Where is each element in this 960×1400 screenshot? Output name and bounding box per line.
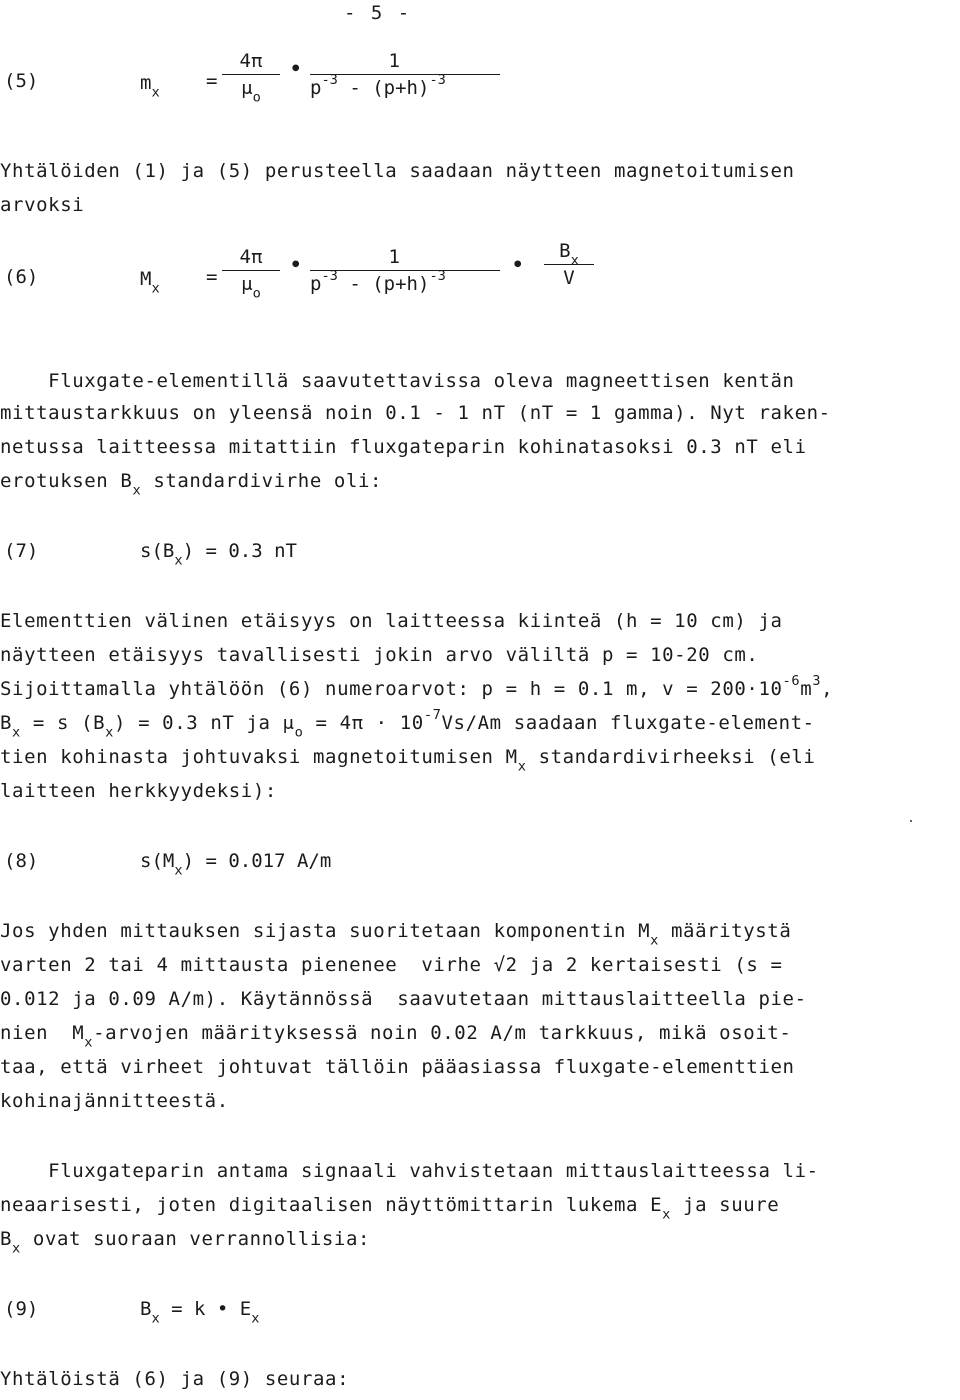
exponent: -3 [321,71,338,88]
text-run: -arvojen määrityksessä noin 0.02 A/m tarkkuus, mikä osoit- [93,1022,792,1044]
text-run: = s (B [20,712,106,734]
fraction-denominator [222,271,280,302]
subscript: x [517,758,527,775]
equals-sign: = [206,266,218,288]
subscript: x [84,1034,94,1051]
lhs-symbol: m [140,72,152,94]
text-run: määritystä [658,920,792,942]
text-run: B [0,1228,13,1250]
lhs-symbol: M [140,268,152,290]
text-run: neaarisesti, joten digitaalisen näyttömittarin lukema E [0,1194,663,1216]
exponent: -6 [782,672,801,689]
paragraph-line: varten 2 tai 4 mittausta pienenee virhe √2 ja 2 kertaisesti (s = [0,954,783,976]
p-plus-h: - (p+h) [337,273,430,295]
subscript: x [174,552,183,569]
subscript: o [294,724,304,741]
fraction-numerator: 4π [222,50,280,75]
paragraph-line: mittaustarkkuus on yleensä noin 0.1 - 1 nT (nT = 1 gamma). Nyt raken- [0,402,831,424]
paragraph-line: netussa laitteessa mitattiin fluxgateparin kohinatasoksi 0.3 nT eli [0,436,807,458]
paragraph-line: Yhtälöiden (1) ja (5) perusteella saadaan näytteen magnetoitumisen [0,160,795,182]
equation-lhs [140,268,160,297]
text-run: s(M [140,850,175,872]
paragraph-line: laitteen herkkyydeksi): [0,780,277,802]
subscript: x [132,482,142,499]
mu-subscript: o [252,285,261,302]
equation-lhs [140,72,160,101]
text-run: B [0,712,13,734]
fraction-denominator [310,267,500,295]
text-run: m [800,678,813,700]
text-run: ovat suoraan verrannollisia: [20,1228,371,1250]
text-run: standardivirheeksi (eli [526,746,816,768]
text-run: ) = 0.3 nT ja μ [114,712,295,734]
subscript: x [105,724,115,741]
fraction-one-over-p [310,50,500,99]
text-run: Jos yhden mittauksen sijasta suoritetaan komponentin M [0,920,651,942]
fraction-denominator: V [563,267,575,289]
multiplication-dot: • [512,254,524,276]
exponent: -7 [423,706,442,723]
paragraph-line: näytteen etäisyys tavallisesti jokin arvo väliltä p = 10-20 cm. [0,644,759,666]
exponent: -3 [429,267,446,284]
equation-label: (8) [4,850,39,872]
scan-speck [910,820,912,822]
subscript: x [12,724,21,741]
paragraph-line: Elementtien välinen etäisyys on laitteessa kiinteä (h = 10 cm) ja [0,610,783,632]
text-run: ) = 0.3 nT [182,540,297,562]
subscript: x [151,1310,160,1327]
multiplication-dot: • [290,254,302,276]
text-run: = k • E [159,1298,252,1320]
subscript: x [650,932,659,949]
equation-body [140,1298,260,1327]
mu-symbol: μ [241,273,253,295]
paragraph-line: arvoksi [0,194,85,216]
paragraph-line: Fluxgateparin antama signaali vahvistetaan mittauslaitteessa li- [0,1160,819,1182]
p-symbol: p [310,77,322,99]
text-run: erotuksen B [0,470,133,492]
fraction-bx-over-v [544,240,594,289]
exponent: 3 [812,672,822,689]
text-run: Sijoittamalla yhtälöön (6) numeroarvot: p = h = 0.1 m, v = 200·10 [0,678,783,700]
equation-label: (7) [4,540,39,562]
equation-body [140,850,332,879]
fraction-4pi-over-mu [222,246,280,302]
paragraph-line [0,920,792,949]
equation-body [140,540,297,569]
mu-subscript: o [252,89,261,106]
fraction-numerator: 1 [310,246,500,271]
fraction-numerator: 1 [310,50,500,75]
paragraph-line [0,1194,780,1223]
p-plus-h: - (p+h) [337,77,430,99]
equation-label: (5) [4,70,39,92]
text-run: , [821,678,834,700]
paragraph-line [0,1228,371,1257]
text-run: nien M [0,1022,85,1044]
text-run: ) = 0.017 A/m [182,850,332,872]
equals-sign: = [206,70,218,92]
subscript: x [12,1240,21,1257]
subscript: x [174,862,183,879]
fraction-numerator [544,240,594,269]
exponent: -3 [429,71,446,88]
text-run: standardivirhe oli: [141,470,383,492]
fraction-denominator [310,71,500,99]
text-run: B [140,1298,152,1320]
text-run: tien kohinasta johtuvaksi magnetoitumisen M [0,746,518,768]
fraction-denominator [222,75,280,106]
paragraph-line: kohinajännitteestä. [0,1090,229,1112]
paragraph-line: taa, että virheet johtuvat tällöin pääasiassa fluxgate-elementtien [0,1056,795,1078]
paragraph-line [0,672,834,700]
paragraph-line: 0.012 ja 0.09 A/m). Käytännössä saavutetaan mittauslaitteella pie- [0,988,807,1010]
p-symbol: p [310,273,322,295]
text-run: ja suure [671,1194,780,1216]
paragraph-line [0,746,816,775]
subscript: x [662,1206,671,1223]
subscript: x [251,1310,260,1327]
paragraph-line [0,706,815,741]
paragraph-line: Yhtälöistä (6) ja (9) seuraa: [0,1368,350,1390]
multiplication-dot: • [290,58,302,80]
paragraph-line [0,1022,792,1051]
text-run: Vs/Am saadaan fluxgate-element- [441,712,815,734]
text-run: s(B [140,540,175,562]
exponent: -3 [321,267,338,284]
lhs-subscript: x [151,280,160,297]
paragraph-line: Fluxgate-elementillä saavutettavissa oleva magneettisen kentän [0,370,795,392]
b-symbol: B [559,240,571,262]
mu-symbol: μ [241,77,253,99]
equation-label: (9) [4,1298,39,1320]
fraction-4pi-over-mu [222,50,280,106]
equation-label: (6) [4,266,39,288]
fraction-one-over-p [310,246,500,295]
page-number: - 5 - [344,2,412,24]
paragraph-line [0,470,383,499]
lhs-subscript: x [151,84,160,101]
text-run: = 4π · 10 [303,712,424,734]
fraction-numerator: 4π [222,246,280,271]
b-subscript: x [570,252,579,269]
